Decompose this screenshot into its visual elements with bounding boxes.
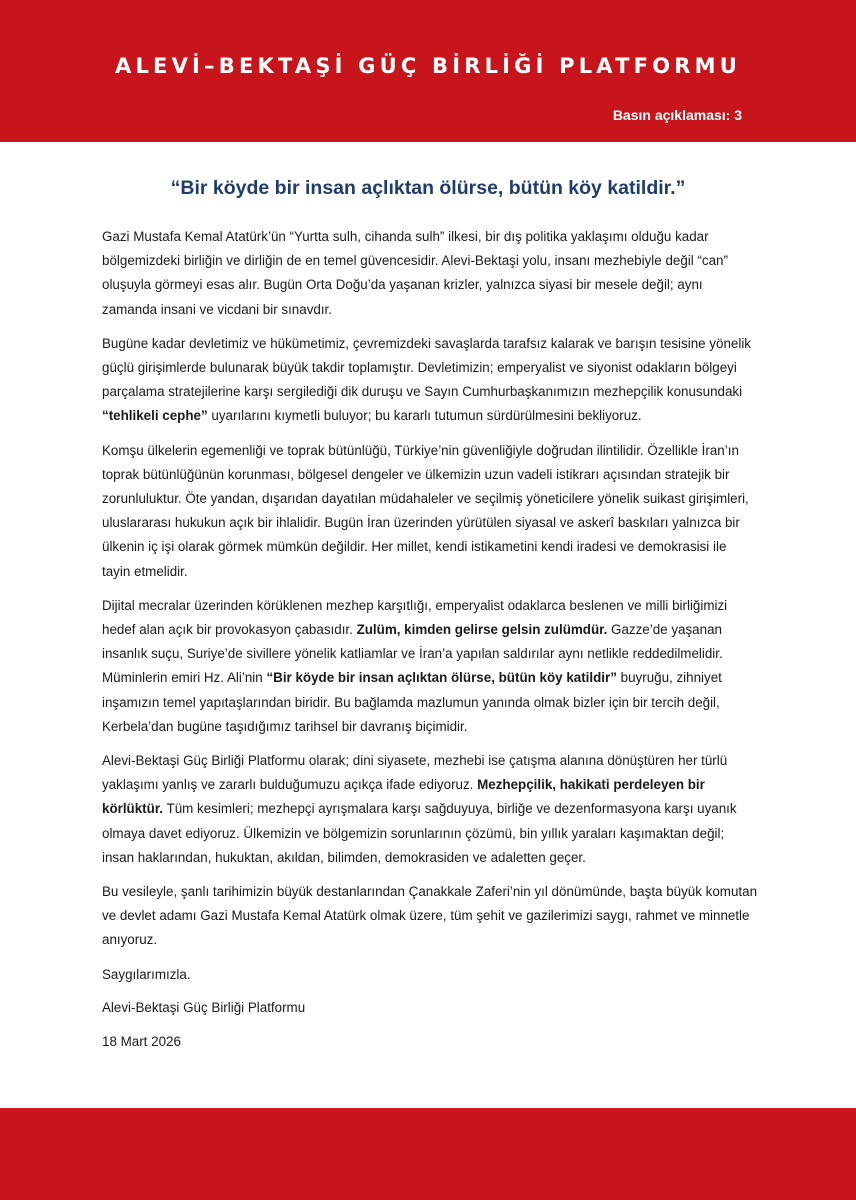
page-title: ALEVİ–BEKTAŞİ GÜÇ BİRLİĞİ PLATFORMU bbox=[115, 54, 741, 78]
header-banner bbox=[0, 0, 856, 142]
closing-block bbox=[102, 963, 758, 1055]
release-number: Basın açıklaması: 3 bbox=[612, 107, 742, 123]
paragraph-4-text-end: buyruğu, zihniyet inşamızın temel yapıtaşlarından biridir. Bu bağlamda mazlumun yanında olmak bizler için bir tercih değil, Kerbela’dan bugüne taşıdığımız tarihsel bir davranış biçimidir. bbox=[102, 670, 722, 734]
paragraph-2-text: Bugüne kadar devletimiz ve hükümetimiz, çevremizdeki savaşlarda tarafsız kalarak ve barışın tesisine yönelik güçlü girişimlerde bulunarak büyük takdir toplamıştır. Devletimizin; emperyalist ve siyonist odakların bölgeyi parçalama stratejilerine karşı sergilediği dik duruşu ve Sayın Cumhurbaşkanımızın mezhepçilik konusundaki bbox=[102, 335, 751, 400]
paragraph-3: Komşu ülkelerin egemenliği ve toprak bütünlüğü, Türkiye’nin güvenliğiyle doğrudan ilintilidir. Özellikle İran’ın toprak bütünlüğünün korunması, bölgesel dengeler ve ülkemizin uzun vadeli istikrarı açısından stratejik bir zorunluluktur. Öte yandan, dışarıdan dayatılan müdahaleler ve seçilmiş yöneticilere yönelik suikast girişimleri, uluslararası hukukun açık bir ihlalidir. Bugün İran üzerinden yürütülen siyasal ve askerî baskıları yalnızca bir ülkenin iç işi olarak görmek mümkün değildir. Her millet, kendi istikametini kendi iradesi ve demokrasisi ile tayin etmelidir. bbox=[102, 442, 749, 579]
closing-signature: Alevi-Bektaşi Güç Birliği Platformu bbox=[102, 1000, 306, 1016]
paragraph-5-text: Alevi-Bektaşi Güç Birliği Platformu olarak; dini siyasete, mezhebi ise çatışma alanına dönüştüren her türlü yaklaşımı yanlış ve zararlı bulduğumuzu açıkça ifade ediyoruz. bbox=[102, 753, 728, 793]
closing-greeting: Saygılarımızla. bbox=[102, 966, 191, 982]
closing-date: 18 Mart 2026 bbox=[102, 1034, 181, 1050]
paragraph-4-text-mid: Gazze’de yaşanan insanlık suçu, Suriye’de sivillere yönelik katliamlar ve İran’a yapılan saldırılar aynı netlikle reddedilmelidir. Müminlerin emiri Hz. Ali’nin bbox=[102, 622, 723, 686]
paragraph-4-bold: Zulüm, kimden gelirse gelsin zulümdür. bbox=[356, 622, 608, 638]
paragraph-4-bold-quote: “Bir köyde bir insan açlıktan ölürse, bütün köy katildir” bbox=[266, 670, 617, 686]
paragraph-5-text-end: Tüm kesimleri; mezhepçi ayrışmalara karşı sağduyuya, birliğe ve dezenformasyona karşı uyanık olmaya davet ediyoruz. Ülkemizin ve bölgemizin sorunlarının çözümü, bin yıllık yaraları kaşımaktan değil; insan haklarından, hukuktan, akıldan, bilimden, demokrasiden ve adaletten geçer. bbox=[102, 801, 737, 865]
paragraph-2-text-end: uyarılarını kıymetli buluyor; bu kararlı tutumun sürdürülmesini bekliyoruz. bbox=[207, 408, 642, 424]
paragraph-4-text: Dijital mecralar üzerinden körüklenen mezhep karşıtlığı, emperyalist odaklarca beslenen ve milli birliğimizi hedef alan açık bir provokasyon çabasıdır. bbox=[102, 597, 728, 638]
paragraph-6: Bu vesileyle, şanlı tarihimizin büyük destanlarından Çanakkale Zaferi’nin yıl dönümünde, başta büyük komutan ve devlet adamı Gazi Mustafa Kemal Atatürk olmak üzere, tüm şehit ve gazilerimizi saygı, rahmet ve minnetle anıyoruz. bbox=[102, 884, 758, 948]
paragraph-5 bbox=[102, 749, 758, 870]
paragraph-2 bbox=[102, 332, 758, 429]
headline-quote: “Bir köyde bir insan açlıktan ölürse, bütün köy katildir.” bbox=[170, 177, 686, 199]
paragraph-4 bbox=[102, 594, 758, 739]
paragraph-2-bold: “tehlikeli cephe” bbox=[102, 408, 208, 424]
paragraph-1: Gazi Mustafa Kemal Atatürk’ün “Yurtta sulh, cihanda sulh” ilkesi, bir dış politika yaklaşımı olduğu kadar bölgemizdeki birliğin ve dirliğin de en temel güvencesidir. Alevi-Bektaşi yolu, insanı mezhebiyle değil “can” oluşuyla görmeyi esas alır. Bugün Orta Doğu’da yaşanan krizler, yalnızca siyasi bir mesele değil; aynı zamanda insani ve vicdani bir sınavdır. bbox=[102, 229, 728, 317]
statement-body bbox=[102, 225, 758, 1064]
paragraph-5-bold: Mezhepçilik, hakikati perdeleyen bir körlüktür. bbox=[102, 777, 705, 817]
footer-banner bbox=[0, 1108, 856, 1200]
